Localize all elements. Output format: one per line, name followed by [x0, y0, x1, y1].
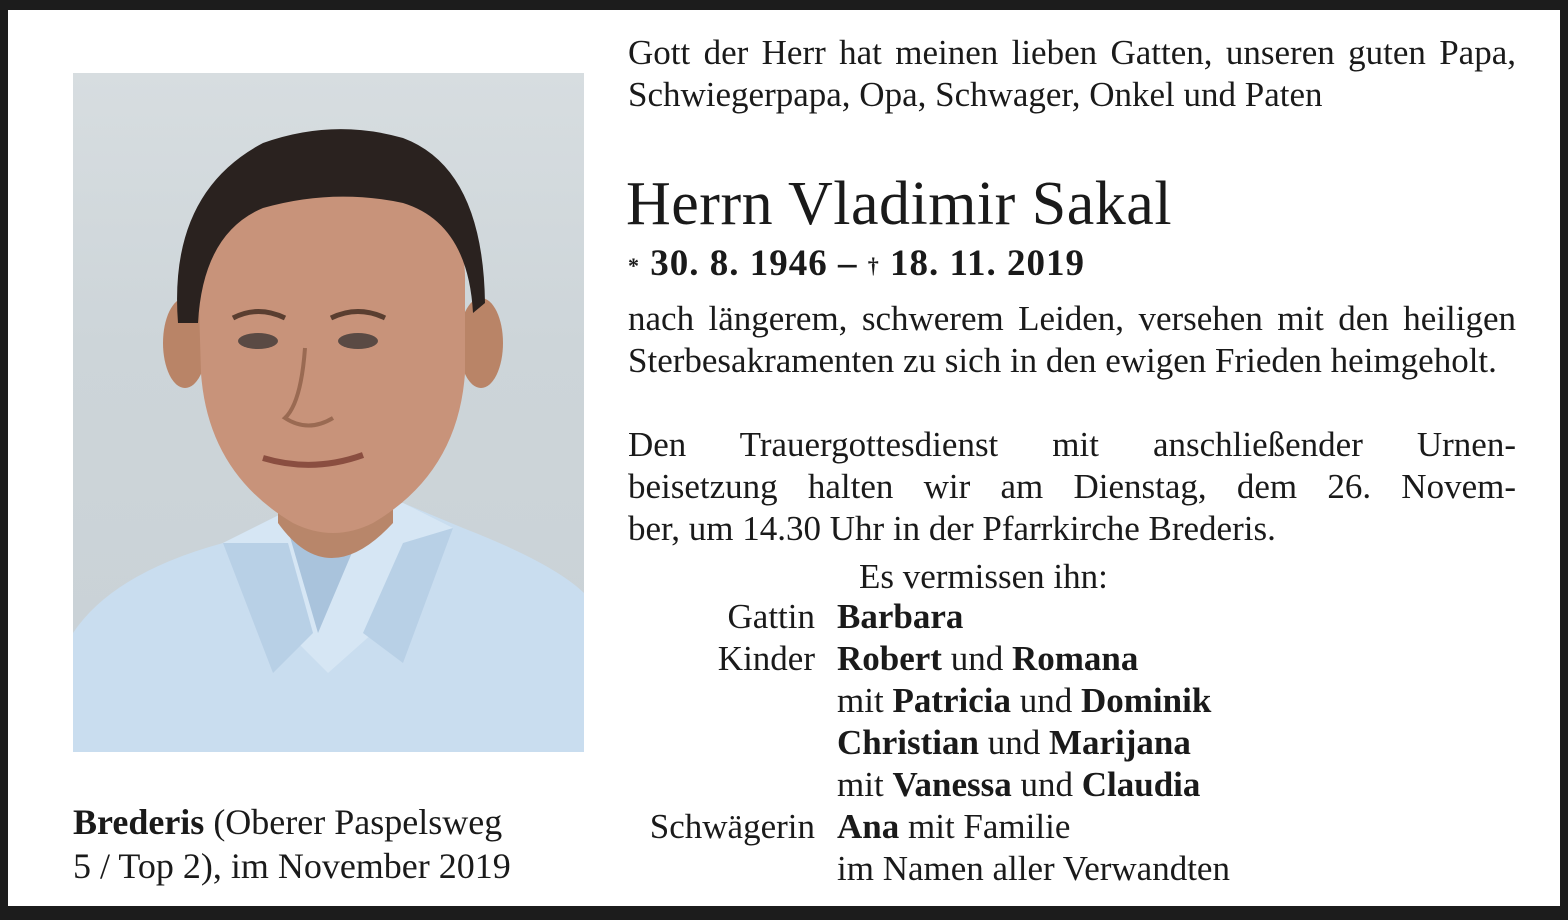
- intro-text: Gott der Herr hat meinen lieben Gatten, unseren guten Papa, Schwiegerpapa, Opa, Schwager, Onkel und Paten: [628, 33, 1516, 114]
- funeral-info: [628, 424, 1516, 550]
- death-date: 18. 11. 2019: [890, 243, 1085, 284]
- location-date: [73, 800, 613, 888]
- mourners-list: [600, 596, 1230, 890]
- conjunction: und: [1019, 681, 1073, 720]
- birth-date: 30. 8. 1946: [650, 243, 828, 284]
- mourner-row-closing: [600, 848, 1230, 890]
- location-place: Brederis: [73, 802, 205, 842]
- preposition: mit: [837, 765, 884, 804]
- mourner-row: [600, 722, 1230, 764]
- relation-label: Schwägerin: [649, 807, 815, 846]
- mourner-name: Romana: [1011, 639, 1139, 678]
- life-dates: [628, 240, 1085, 288]
- mourner-row: [600, 764, 1230, 806]
- mourner-row: [600, 680, 1230, 722]
- death-notice-text: nach längerem, schwerem Leiden, versehen mit den heiligen Sterbesakramenten zu sich in den ewigen Frieden heimgeholt.: [628, 299, 1516, 380]
- mourner-row-kinder: [600, 638, 1230, 680]
- portrait-photo: [73, 73, 584, 752]
- birth-symbol: *: [628, 253, 640, 278]
- mourner-name: Ana: [837, 807, 900, 846]
- mourner-name: Patricia: [892, 681, 1011, 720]
- deceased-name: Herrn Vladimir Sakal: [626, 170, 1173, 238]
- closing-line: im Namen aller Verwandten: [837, 849, 1230, 888]
- mourner-name: Dominik: [1081, 681, 1212, 720]
- death-symbol: †: [867, 253, 880, 278]
- mourner-row-schwaegerin: [600, 806, 1230, 848]
- conjunction: und: [987, 723, 1041, 762]
- location-address: (Oberer Paspelsweg: [213, 802, 503, 842]
- funeral-info-line: Den Trauergottesdienst mit anschließender Urnen-: [628, 425, 1516, 464]
- funeral-info-line: beisetzung halten wir am Dienstag, dem 26. Novem-: [628, 467, 1516, 506]
- mourner-suffix: mit Familie: [908, 807, 1071, 846]
- conjunction: und: [950, 639, 1004, 678]
- funeral-info-line: ber, um 14.30 Uhr in der Pfarrkirche Brederis.: [628, 509, 1276, 548]
- mourner-row-gattin: [600, 596, 1230, 638]
- mourner-name: Barbara: [837, 597, 964, 636]
- mourner-name: Robert: [837, 639, 942, 678]
- preposition: mit: [837, 681, 884, 720]
- relation-label: Gattin: [727, 597, 815, 636]
- mourner-name: Marijana: [1048, 723, 1191, 762]
- mourner-name: Claudia: [1081, 765, 1201, 804]
- location-date-line: 5 / Top 2), im November 2019: [73, 846, 511, 886]
- conjunction: und: [1020, 765, 1073, 804]
- date-separator: –: [838, 243, 858, 284]
- mourner-name: Vanessa: [892, 765, 1012, 804]
- mourner-name: Christian: [837, 723, 979, 762]
- relation-label: Kinder: [717, 639, 815, 678]
- mourners-heading: Es vermissen ihn:: [859, 557, 1108, 596]
